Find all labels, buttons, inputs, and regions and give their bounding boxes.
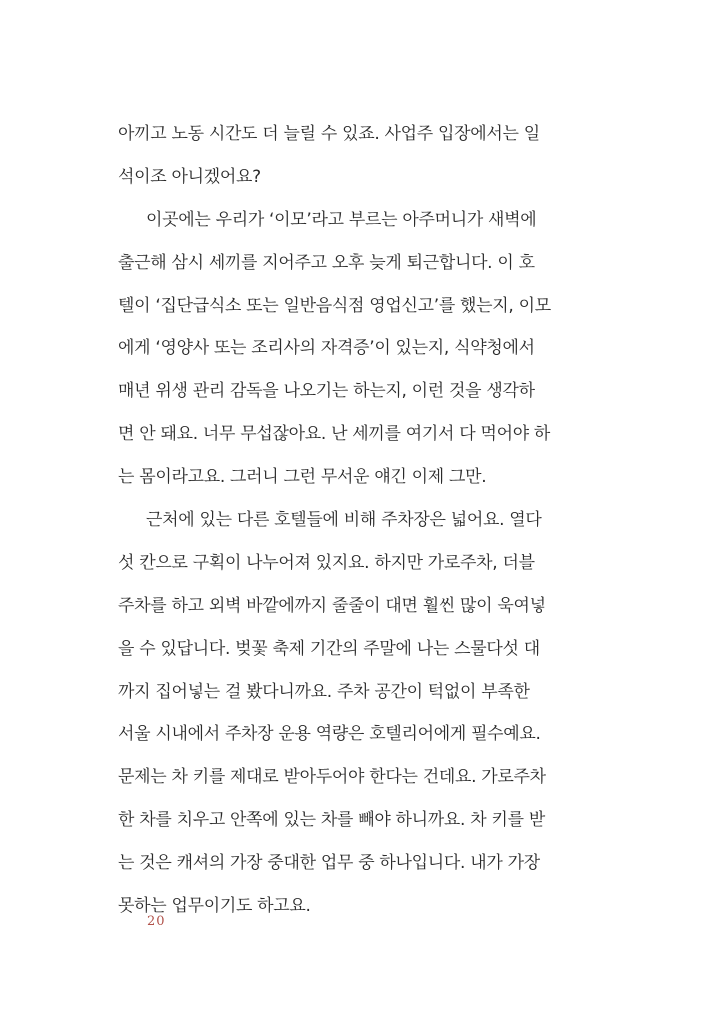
text-line: 면 안 돼요. 너무 무섭잖아요. 난 세끼를 여기서 다 먹어야 하 bbox=[118, 424, 551, 445]
text-line: 을 수 있답니다. 벚꽃 축제 기간의 주말에 나는 스물다섯 대 bbox=[118, 638, 540, 659]
text-line: 석이조 아니겠어요? bbox=[118, 166, 261, 187]
text-line: 아끼고 노동 시간도 더 늘릴 수 있죠. 사업주 입장에서는 일 bbox=[118, 124, 540, 144]
text-line: 출근해 삼시 세끼를 지어주고 오후 늦게 퇴근합니다. 이 호 bbox=[118, 252, 535, 273]
text-line: 에게 ‘영양사 또는 조리사의 자격증’이 있는지, 식약청에서 bbox=[118, 338, 535, 359]
text-line-paragraph-start: 근처에 있는 다른 호텔들에 비해 주차장은 넓어요. 열다 bbox=[146, 510, 542, 531]
text-line: 주차를 하고 외벽 바깥에까지 줄줄이 대면 훨씬 많이 욱여넣 bbox=[118, 595, 546, 616]
text-line: 문제는 차 키를 제대로 받아두어야 한다는 건데요. 가로주차 bbox=[118, 767, 546, 788]
text-line: 못하는 업무이기도 하고요. bbox=[118, 896, 311, 917]
page-number: 20 bbox=[147, 914, 166, 929]
text-line-paragraph-start: 이곳에는 우리가 ‘이모’라고 부르는 아주머니가 새벽에 bbox=[146, 209, 537, 230]
text-line: 텔이 ‘집단급식소 또는 일반음식점 영업신고’를 했는지, 이모 bbox=[118, 295, 551, 316]
text-line: 섯 칸으로 구획이 나누어져 있지요. 하지만 가로주차, 더블 bbox=[118, 552, 535, 573]
text-line: 한 차를 치우고 안쪽에 있는 차를 빼야 하니까요. 차 키를 받 bbox=[118, 810, 545, 831]
text-line: 는 것은 캐셔의 가장 중대한 업무 중 하나입니다. 내가 가장 bbox=[118, 853, 540, 874]
text-line: 매년 위생 관리 감독을 나오기는 하는지, 이런 것을 생각하 bbox=[118, 381, 535, 402]
text-line: 서울 시내에서 주차장 운용 역량은 호텔리어에게 필수예요. bbox=[118, 724, 541, 745]
text-line: 까지 집어넣는 걸 봤다니까요. 주차 공간이 턱없이 부족한 bbox=[118, 681, 530, 702]
body-text bbox=[118, 113, 588, 928]
text-line: 는 몸이라고요. 그러니 그런 무서운 얘긴 이제 그만. bbox=[118, 467, 487, 488]
